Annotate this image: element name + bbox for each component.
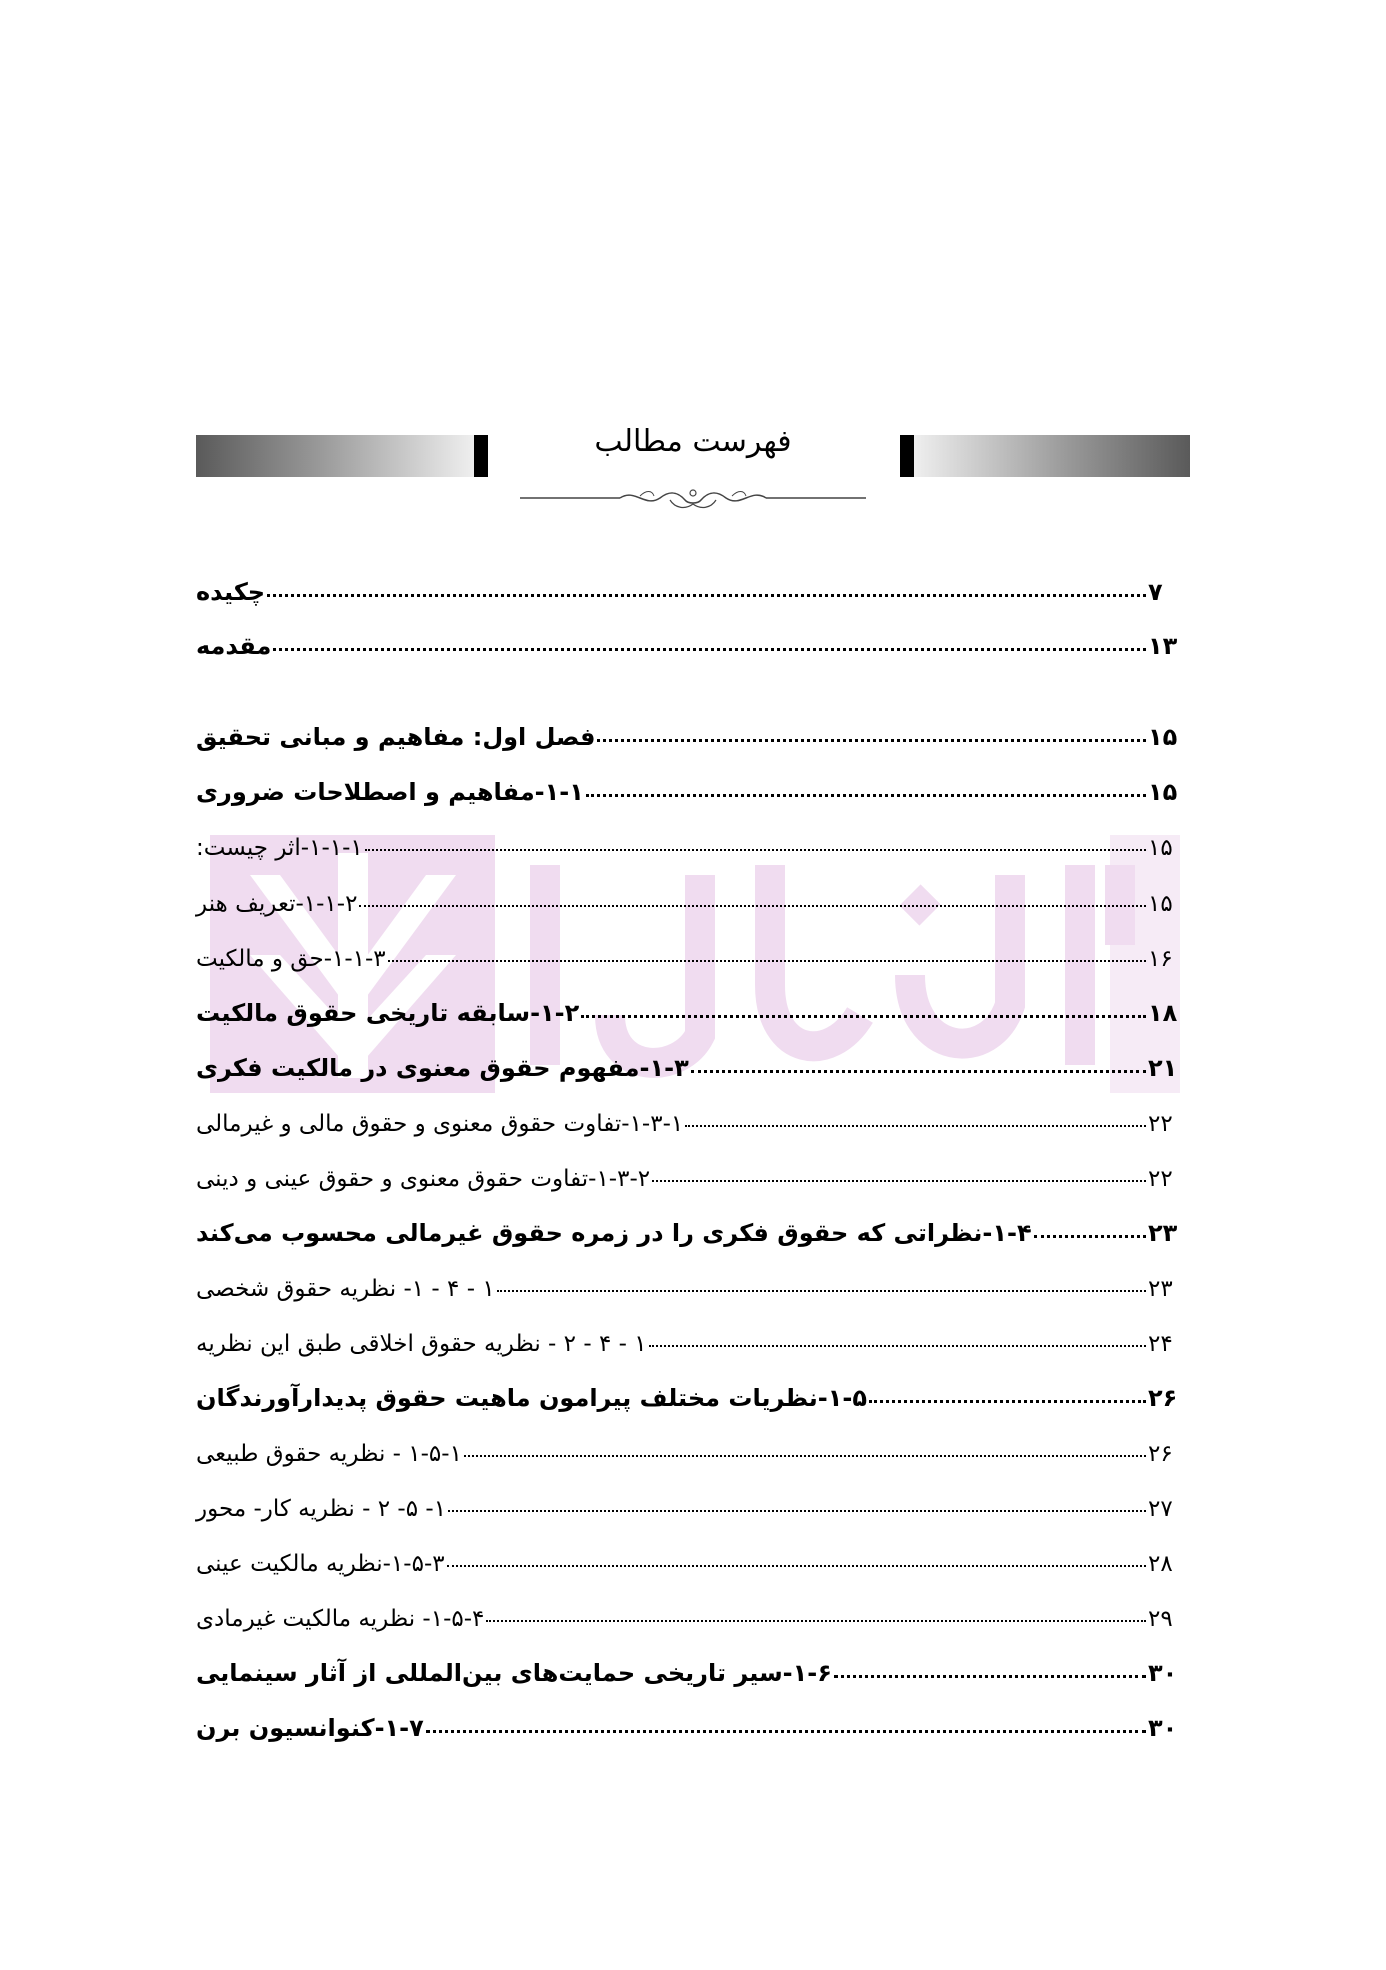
toc-dot-leader bbox=[447, 1565, 1146, 1567]
toc-entry-page: ۲۶ bbox=[1148, 1441, 1173, 1467]
toc-dot-leader bbox=[597, 739, 1146, 742]
toc-entry-page: ۳۰ bbox=[1148, 1659, 1178, 1687]
toc-entry[interactable] bbox=[196, 1696, 1190, 1742]
toc-entry[interactable] bbox=[196, 1036, 1190, 1082]
toc-entry[interactable] bbox=[196, 1421, 1190, 1467]
toc-entry-title: ۱-۱-۱-اثر چیست: bbox=[196, 835, 363, 861]
toc-entry-title: ۱-۳-مفهوم حقوق معنوی در مالکیت فکری bbox=[196, 1054, 689, 1082]
toc-dot-leader bbox=[834, 1675, 1146, 1678]
toc-entry[interactable] bbox=[196, 1366, 1190, 1412]
toc-entry-page: ۱۶ bbox=[1148, 946, 1173, 972]
toc-dot-leader bbox=[581, 1015, 1146, 1018]
toc-entry[interactable] bbox=[196, 560, 1190, 606]
toc-entry-page: ۲۳ bbox=[1148, 1219, 1178, 1247]
toc-entry[interactable] bbox=[196, 1641, 1190, 1687]
toc-dot-leader bbox=[869, 1400, 1146, 1403]
toc-entry[interactable] bbox=[196, 926, 1190, 972]
toc-entry-page: ۳۰ bbox=[1148, 1714, 1178, 1742]
toc-entry-title: ۱-۵-نظریات مختلف پیرامون ماهیت حقوق پدیدارآورندگان bbox=[196, 1384, 868, 1412]
toc-entry-title: ۱-۵-۴- نظریه مالکیت غیرمادی bbox=[196, 1606, 485, 1632]
toc-dot-leader bbox=[426, 1730, 1146, 1733]
toc-entry-page: ۲۲ bbox=[1148, 1166, 1173, 1192]
ornament-divider-icon bbox=[520, 478, 866, 518]
toc-entry-page: ۱۵ bbox=[1148, 891, 1173, 917]
toc-dot-leader bbox=[388, 960, 1146, 962]
toc-entry[interactable] bbox=[196, 1201, 1190, 1247]
toc-dot-leader bbox=[1034, 1235, 1146, 1238]
toc-entry[interactable] bbox=[196, 1531, 1190, 1577]
toc-entry-title: ۱ - ۴ - ۲ - نظریه حقوق اخلاقی طبق این نظریه bbox=[196, 1331, 647, 1357]
toc-entry[interactable] bbox=[196, 760, 1190, 806]
toc-entry[interactable] bbox=[196, 815, 1190, 861]
toc-entry-page: ۱۵ bbox=[1148, 778, 1178, 806]
toc-entry[interactable] bbox=[196, 1091, 1190, 1137]
toc-entry-title: ۱-۲-سابقه تاریخی حقوق مالکیت bbox=[196, 999, 580, 1027]
toc-entry-page: ۲۱ bbox=[1148, 1054, 1178, 1082]
toc-entry-page: ۲۸ bbox=[1148, 1551, 1173, 1577]
toc-dot-leader bbox=[586, 794, 1146, 797]
toc-entry-page: ۲۷ bbox=[1148, 1496, 1173, 1522]
toc-entry-title: ۱- ۵- ۲ - نظریه کار- محور bbox=[196, 1496, 447, 1522]
toc-entry-page: ۲۳ bbox=[1148, 1276, 1173, 1302]
toc-entry-title: مقدمه bbox=[196, 632, 272, 660]
toc-entry-page: ۲۲ bbox=[1148, 1111, 1173, 1137]
toc-entry-title: ۱ - ۴ - ۱- نظریه حقوق شخصی bbox=[196, 1276, 495, 1302]
toc-entry-page: ۲۶ bbox=[1148, 1384, 1178, 1412]
toc-entry-title: فصل اول: مفاهیم و مبانی تحقیق bbox=[196, 723, 596, 751]
toc-entry[interactable] bbox=[196, 705, 1190, 751]
toc-dot-leader bbox=[685, 1125, 1146, 1127]
toc-dot-leader bbox=[464, 1455, 1146, 1457]
toc-entry-title: ۱-۳-۲-تفاوت حقوق معنوی و حقوق عینی و دینی bbox=[196, 1166, 651, 1192]
toc-entry[interactable] bbox=[196, 1146, 1190, 1192]
toc-dot-leader bbox=[652, 1180, 1146, 1182]
toc-entry[interactable] bbox=[196, 614, 1190, 660]
toc-entry[interactable] bbox=[196, 1256, 1190, 1302]
toc-entry-title: ۱-۵-۱ - نظریه حقوق طبیعی bbox=[196, 1441, 462, 1467]
toc-entry[interactable] bbox=[196, 1311, 1190, 1357]
toc-entry-title: ۱-۱-۲-تعریف هنر bbox=[196, 891, 358, 917]
toc-entry-title: چکیده bbox=[196, 578, 266, 606]
toc-entry-title: ۱-۱-۳-حق و مالکیت bbox=[196, 946, 386, 972]
toc-dot-leader bbox=[365, 849, 1146, 851]
toc-dot-leader bbox=[497, 1290, 1146, 1292]
toc-entry-title: ۱-۷-کنوانسیون برن bbox=[196, 1714, 424, 1742]
toc-entry-page: ۷ bbox=[1148, 578, 1163, 606]
page-title: فهرست مطالب bbox=[594, 424, 792, 459]
toc-dot-leader bbox=[359, 905, 1146, 907]
toc-entry-page: ۱۵ bbox=[1148, 723, 1178, 751]
toc-entry-title: ۱-۳-۱-تفاوت حقوق معنوی و حقوق مالی و غیرمالی bbox=[196, 1111, 684, 1137]
toc-dot-leader bbox=[273, 648, 1146, 651]
toc-entry[interactable] bbox=[196, 871, 1190, 917]
toc-dot-leader bbox=[649, 1345, 1146, 1347]
toc-entry-page: ۱۸ bbox=[1148, 999, 1178, 1027]
toc-entry-title: ۱-۴-نظراتی که حقوق فکری را در زمره حقوق غیرمالی محسوب می‌کند bbox=[196, 1219, 1032, 1247]
toc-entry-page: ۲۹ bbox=[1148, 1606, 1173, 1632]
toc-entry[interactable] bbox=[196, 981, 1190, 1027]
toc-entry[interactable] bbox=[196, 1476, 1190, 1522]
toc-entry-title: ۱-۶-سیر تاریخی حمایت‌های بین‌المللی از آثار سینمایی bbox=[196, 1659, 832, 1687]
toc-dot-leader bbox=[267, 594, 1146, 597]
toc-dot-leader bbox=[448, 1510, 1146, 1512]
toc-entry[interactable] bbox=[196, 1586, 1190, 1632]
toc-entry-title: ۱-۵-۳-نظریه مالکیت عینی bbox=[196, 1551, 445, 1577]
toc-entry-page: ۲۴ bbox=[1148, 1331, 1173, 1357]
toc-entry-page: ۱۳ bbox=[1148, 632, 1178, 660]
toc-dot-leader bbox=[486, 1620, 1146, 1622]
toc-entry-title: ۱-۱-مفاهیم و اصطلاحات ضروری bbox=[196, 778, 584, 806]
toc-dot-leader bbox=[691, 1070, 1146, 1073]
toc-entry-page: ۱۵ bbox=[1148, 835, 1173, 861]
